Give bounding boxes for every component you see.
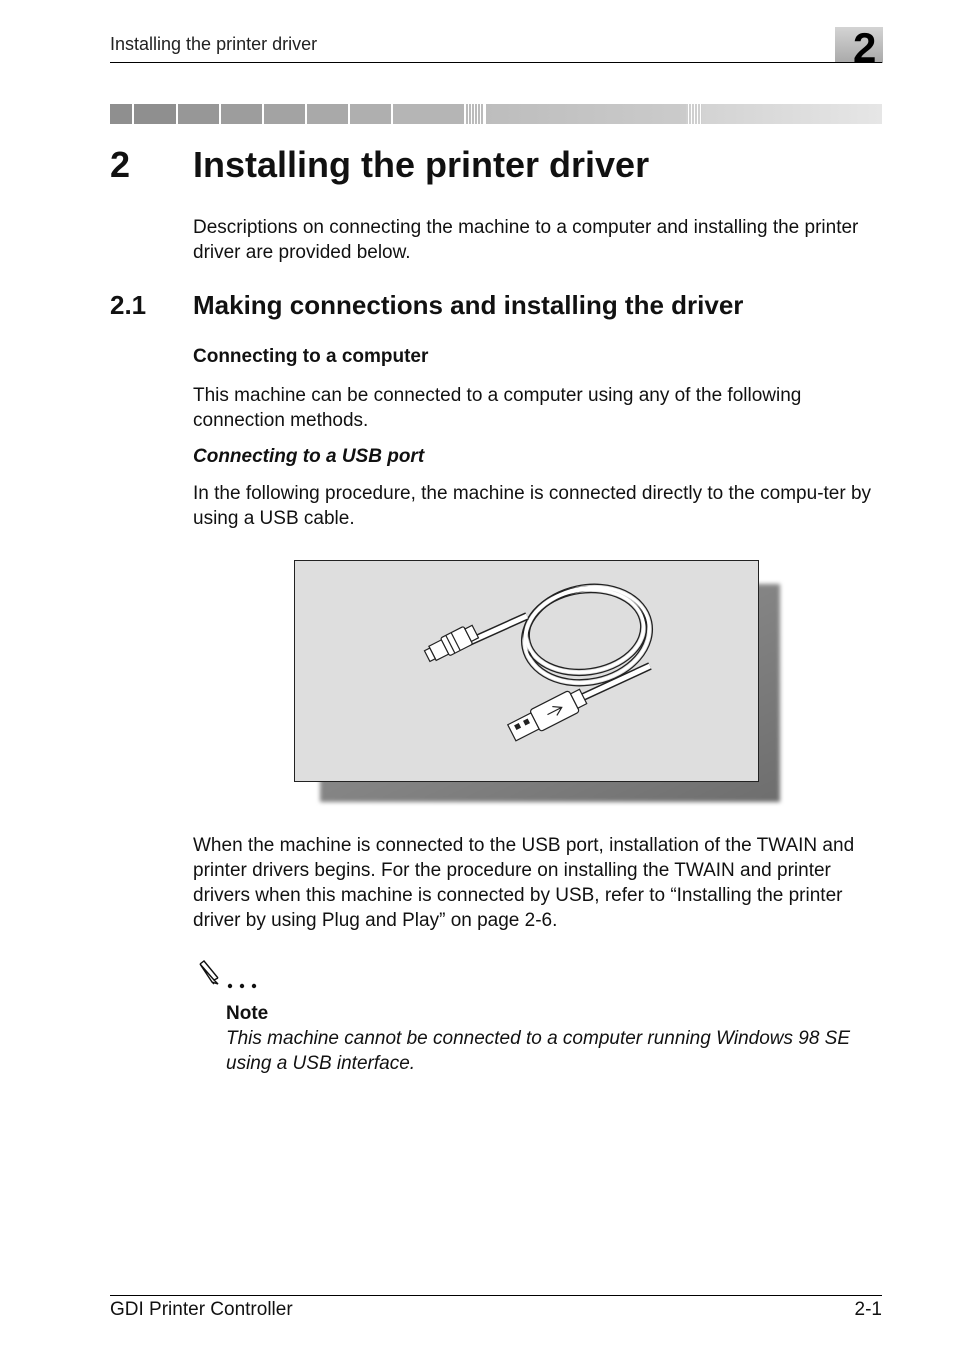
- header-rule: [110, 62, 882, 63]
- chapter-intro: Descriptions on connecting the machine to a computer and installing the printer driver are provided below.: [193, 217, 859, 263]
- note-text: This machine cannot be connected to a computer running Windows 98 SE using a USB interface.: [226, 1028, 851, 1074]
- after-figure-paragraph: When the machine is connected to the USB port, installation of the TWAIN and printer drivers begins. For the procedure on installing the TWAIN and printer drivers when this machine is connected by USB, refer to “Installing the printer driver by using Plug and Play” on page 2-6.: [193, 835, 855, 931]
- chapter-title: Installing the printer driver: [193, 144, 650, 185]
- subheading-usb: Connecting to a USB port: [193, 446, 425, 467]
- decorative-band: [110, 104, 882, 124]
- usb-cable-figure: [294, 560, 759, 782]
- running-header-title: Installing the printer driver: [110, 34, 318, 54]
- usb-cable-illustration: [295, 561, 758, 781]
- pencil-note-icon: [196, 958, 260, 992]
- chapter-number: 2: [110, 144, 131, 185]
- connecting-paragraph: This machine can be connected to a computer using any of the following connection methods.: [193, 385, 802, 431]
- footer-rule: [110, 1295, 882, 1296]
- footer-page-number: 2-1: [854, 1299, 882, 1320]
- note-label: Note: [226, 1003, 269, 1024]
- section-number: 2.1: [110, 290, 147, 320]
- section-title: Making connections and installing the driver: [193, 290, 744, 320]
- footer-product: GDI Printer Controller: [110, 1299, 293, 1320]
- subheading-connecting: Connecting to a computer: [193, 346, 429, 367]
- usb-paragraph: In the following procedure, the machine is connected directly to the compu-ter by using a USB cable.: [193, 483, 872, 529]
- chapter-tab-number: 2: [853, 24, 877, 71]
